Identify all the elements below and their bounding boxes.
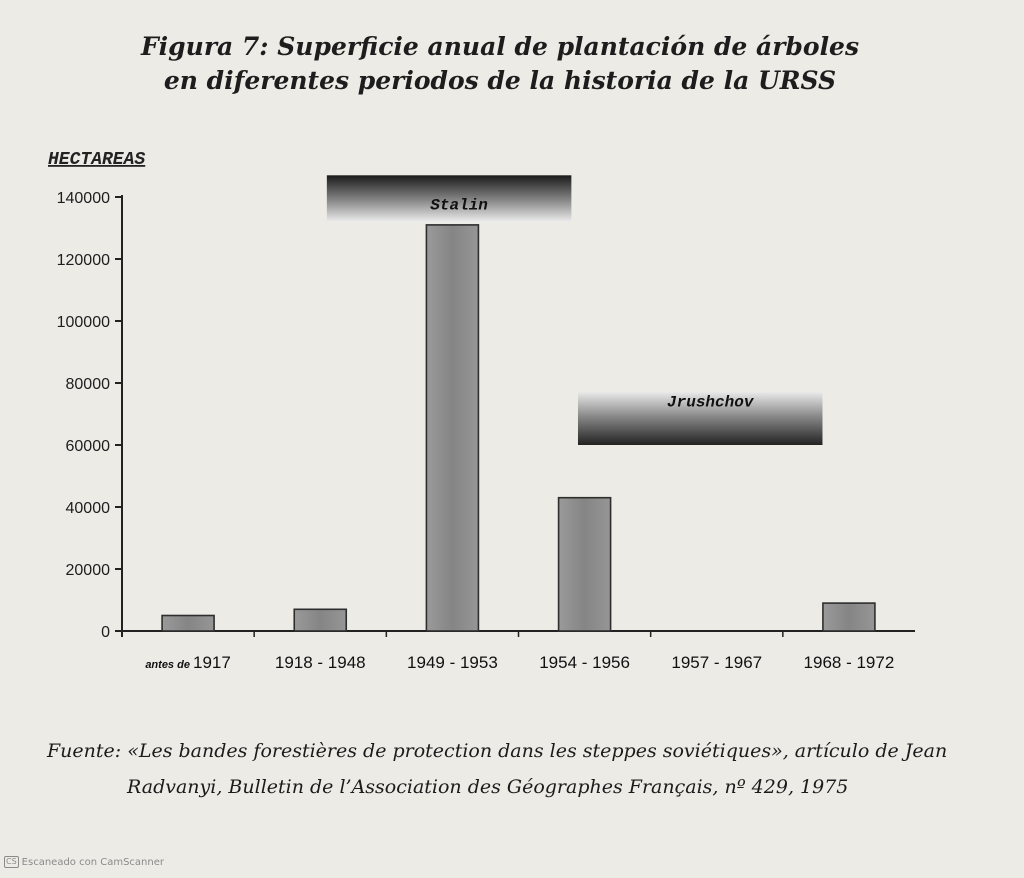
x-tick-label xyxy=(407,653,498,672)
y-tick-label: 20000 xyxy=(65,562,110,579)
y-tick-label: 120000 xyxy=(56,252,110,269)
figure-title-line-1: Figura 7: Superficie anual de plantación de árboles xyxy=(140,32,860,61)
x-tick-label-text: 1949 - 1953 xyxy=(407,653,498,672)
x-tick-label-text: 1968 - 1972 xyxy=(803,653,895,672)
era-label-jrushchov: Jrushchov xyxy=(667,393,754,412)
x-tick-label-prefix: antes de xyxy=(145,659,194,671)
bar-1949-1953 xyxy=(426,225,478,631)
x-tick-label xyxy=(145,653,231,672)
bar-1954-1956 xyxy=(559,498,611,631)
bar-1968-1972 xyxy=(823,603,875,631)
y-tick-label: 0 xyxy=(101,624,110,641)
source-line-2: Radvanyi, Bulletin de l’Association des Géographes Français, nº 429, 1975 xyxy=(127,776,849,798)
y-tick-label: 60000 xyxy=(65,438,110,455)
x-tick-label-text: 1954 - 1956 xyxy=(539,653,630,672)
x-tick-label xyxy=(275,653,366,672)
scanner-watermark-text: Escaneado con CamScanner xyxy=(21,856,164,868)
y-tick-label: 40000 xyxy=(65,500,110,517)
bar-1918-1948 xyxy=(294,609,346,631)
x-tick-label-text: 1918 - 1948 xyxy=(274,653,366,672)
source-line-1: Fuente: «Les bandes forestières de protection dans les steppes soviétiques», artículo de Jean xyxy=(47,740,948,762)
scanner-watermark xyxy=(4,856,164,868)
x-tick-label-text: 1917 xyxy=(193,653,231,672)
x-tick-label-text: 1957 - 1967 xyxy=(671,653,763,672)
bar-1917 xyxy=(162,616,214,632)
x-tick-label xyxy=(671,653,762,672)
y-axis-label: HECTAREAS xyxy=(48,150,146,170)
camscanner-logo-icon: CS xyxy=(6,857,17,866)
y-tick-label: 140000 xyxy=(56,190,110,207)
figure-title-line-2: en diferentes periodos de la historia de la URSS xyxy=(163,66,837,95)
y-tick-label: 80000 xyxy=(65,376,110,393)
x-tick-label xyxy=(539,653,630,672)
era-label-stalin: Stalin xyxy=(430,196,488,215)
y-tick-label: 100000 xyxy=(56,314,110,331)
x-tick-label xyxy=(804,653,895,672)
